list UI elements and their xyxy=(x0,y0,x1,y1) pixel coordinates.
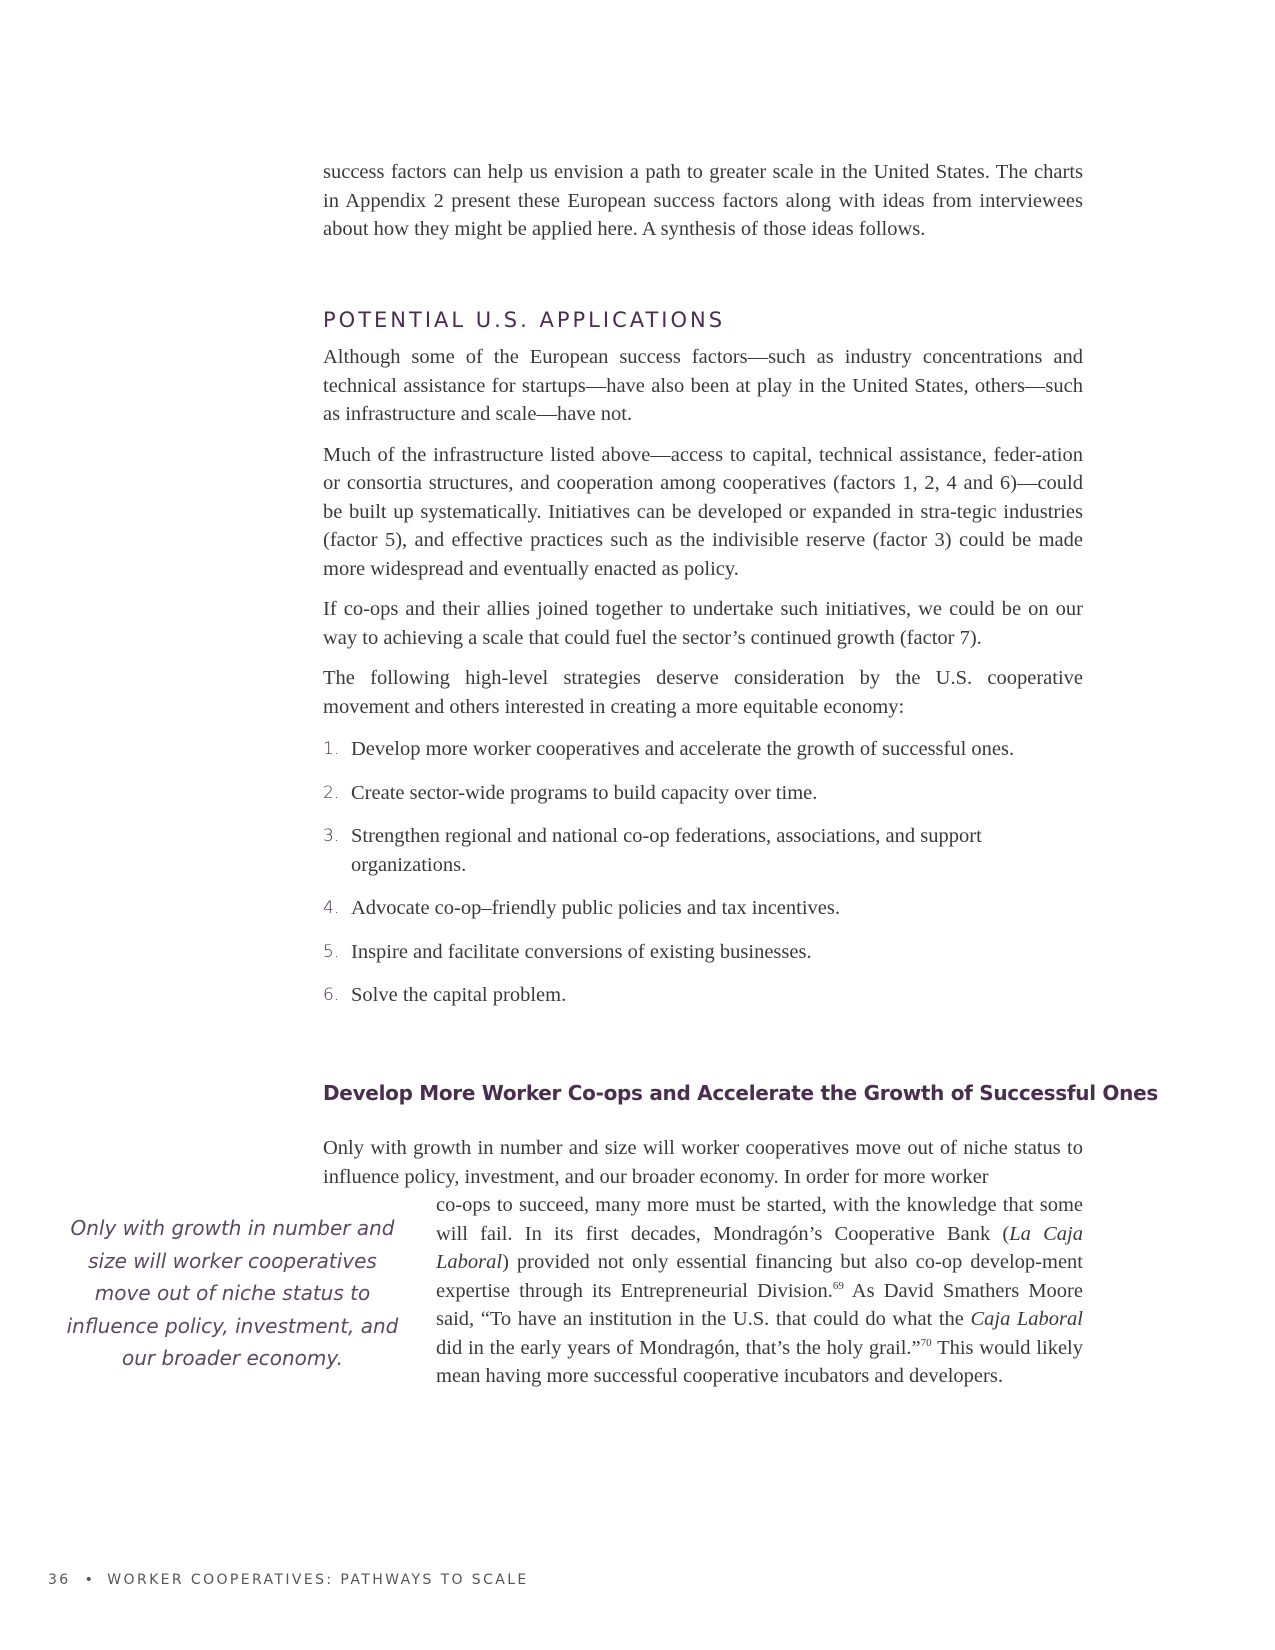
page-number: 36 xyxy=(48,1572,71,1588)
subsection-heading: Develop More Worker Co-ops and Accelerate the Growth of Successful Ones xyxy=(323,1081,1158,1105)
italic-name: La Caja Laboral xyxy=(436,1222,1083,1273)
section-heading: POTENTIAL U.S. APPLICATIONS xyxy=(323,308,726,332)
publication-title: WORKER COOPERATIVES: PATHWAYS TO SCALE xyxy=(107,1572,529,1588)
list-item xyxy=(323,894,1083,923)
page-footer xyxy=(48,1572,529,1588)
list-text: Advocate co-op–friendly public policies and tax incentives. xyxy=(351,897,840,919)
list-text: Strengthen regional and national co-op federations, associations, and support organizations. xyxy=(351,825,982,876)
intro-text: success factors can help us envision a path to greater scale in the United States. The charts in Appendix 2 present these European success factors along with ideas from interviewees about how they might be applied here. A synthesis of those ideas follows. xyxy=(323,161,1083,240)
wrap-text: co-ops to succeed, many more must be started, with the knowledge that some will fail. In its first decades, Mondragón’s Cooperative Bank (La Caja Laboral) provided not only essential financing but also co-op develop-ment expertise through its Entrepreneurial Division.$^{69}$ As David Smathers Moore said, “To have an institution in the U.S. that could do what the Caja Laboral did in the early years of Mondragón, that’s the holy grail.”$^{70}$ This would likely mean having more successful cooperative incubators and developers. xyxy=(436,1194,1083,1387)
list-item xyxy=(323,779,1083,808)
footnote-ref: 70 xyxy=(920,1336,932,1349)
bullet-separator: • xyxy=(84,1572,96,1588)
pull-quote: Only with growth in number and size will worker cooperatives move out of niche status to influence policy, investment, and our broader economy. xyxy=(66,1216,399,1370)
intro-paragraph xyxy=(323,158,1083,256)
list-number: 6. xyxy=(323,985,340,1005)
list-number: 5. xyxy=(323,941,340,962)
list-number: 4. xyxy=(323,898,340,918)
list-number: 3. xyxy=(323,826,340,846)
list-number: 1. xyxy=(323,739,340,759)
list-text: Create sector-wide programs to build capacity over time. xyxy=(351,781,818,804)
list-item xyxy=(323,938,1083,967)
lead-text: Only with growth in number and size will worker cooperatives move out of niche status to influence policy, investment, and our broader economy. In order for more worker xyxy=(323,1137,1083,1188)
paragraph: Much of the infrastructure listed above—access to capital, technical assistance, feder-ation or consortia structures, and cooperation among cooperatives (factors 1, 2, 4 and 6)—could be built up systematically. Initiatives can be developed or expanded in stra-tegic industries (factor 5), and effective practices such as the indivisible reserve (factor 3) could be made more widespread and eventually enacted as policy. xyxy=(323,443,1083,580)
list-text: Solve the capital problem. xyxy=(351,984,567,1006)
list-text: Develop more worker cooperatives and accelerate the growth of successful ones. xyxy=(351,738,1015,760)
list-number: 2. xyxy=(323,782,340,803)
list-item xyxy=(323,822,1083,879)
footnote-ref: 69 xyxy=(832,1279,844,1292)
list-item xyxy=(323,735,1083,764)
list-item xyxy=(323,981,1083,1010)
paragraph: The following high-level strategies deserve consideration by the U.S. cooperative movement and others interested in creating a more equitable economy: xyxy=(323,667,1083,718)
subsection-lead xyxy=(323,1134,1083,1191)
subsection-wrap xyxy=(436,1191,1083,1391)
section-body xyxy=(323,343,1083,1025)
paragraph: Although some of the European success factors—such as industry concentrations and technical assistance for startups—have also been at play in the United States, others—such as infrastructure and scale—have not. xyxy=(323,346,1083,425)
strategies-list xyxy=(323,735,1083,1010)
paragraph: If co-ops and their allies joined together to undertake such initiatives, we could be on our way to achieving a scale that could fuel the sector’s continued growth (factor 7). xyxy=(323,598,1083,649)
list-text: Inspire and facilitate conversions of existing businesses. xyxy=(351,940,812,963)
italic-name: Caja Laboral xyxy=(970,1308,1083,1330)
